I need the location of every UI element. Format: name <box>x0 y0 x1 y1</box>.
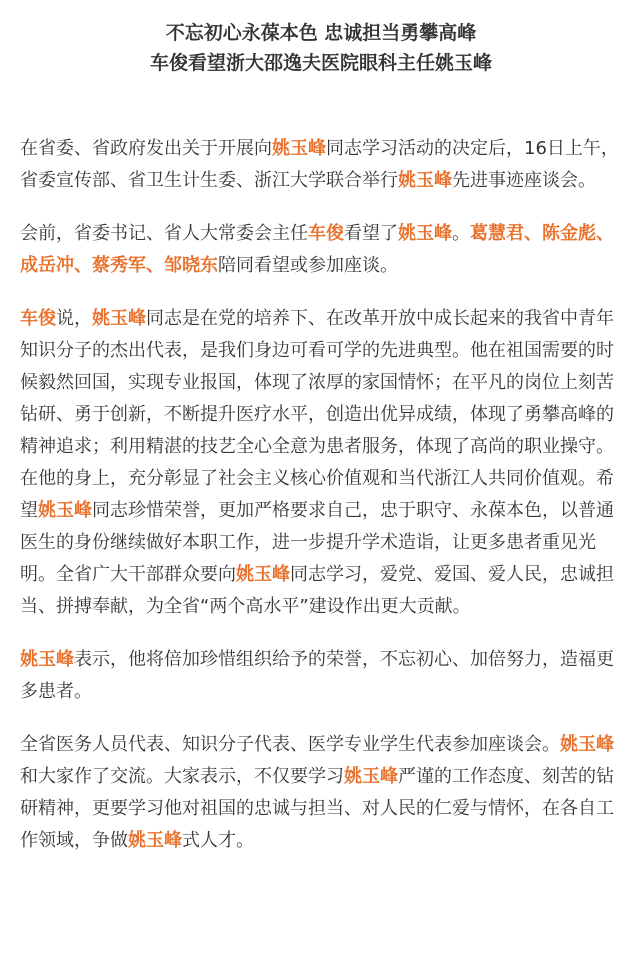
paragraph-text: 同志学习，爱党、爱国、爱人民，忠诚担当、拼搏奉献，为全省“两个高水平”建设作出更大贡献。 <box>20 564 614 617</box>
paragraph-5 <box>20 729 622 857</box>
paragraph-text: 陪同看望或参加座谈。 <box>218 255 398 276</box>
article-body <box>20 133 622 857</box>
highlighted-name: 车俊 <box>20 308 56 329</box>
article-title <box>20 18 622 78</box>
paragraph-text: 先进事迹座谈会。 <box>452 170 596 191</box>
paragraph-text: 式人才。 <box>182 830 254 851</box>
highlighted-name: 姚玉峰 <box>236 564 290 585</box>
paragraph-text: 表示，他将倍加珍惜组织给予的荣誉，不忘初心、加倍努力，造福更多患者。 <box>20 649 614 702</box>
highlighted-name: 车俊 <box>308 223 344 244</box>
paragraph-2 <box>20 218 622 282</box>
highlighted-name: 姚玉峰 <box>272 138 326 159</box>
paragraph-text: 说， <box>56 308 92 329</box>
paragraph-text: 和大家作了交流。大家表示，不仅要学习 <box>20 766 344 787</box>
paragraph-1 <box>20 133 622 197</box>
highlighted-name: 姚玉峰 <box>398 170 452 191</box>
paragraph-text: 严谨的工作态度、刻苦的钻研精神，更要学习他对祖国的忠诚与担当、对人民的仁爱与情怀，在各自工作领域，争做 <box>20 766 614 851</box>
highlighted-name: 葛慧君、陈金彪、成岳冲、蔡秀军、邹晓东 <box>20 223 614 276</box>
highlighted-name: 姚玉峰 <box>344 766 398 787</box>
paragraph-text: 。 <box>452 223 470 244</box>
title-line-1: 不忘初心永葆本色 忠诚担当勇攀高峰 <box>165 22 477 44</box>
paragraph-4 <box>20 644 622 708</box>
paragraph-text: 同志学习活动的决定后，16日上午，省委宣传部、省卫生计生委、浙江大学联合举行 <box>20 138 619 191</box>
highlighted-name: 姚玉峰 <box>128 830 182 851</box>
paragraph-text: 看望了 <box>344 223 398 244</box>
paragraph-text: 在省委、省政府发出关于开展向 <box>20 138 272 159</box>
paragraph-text: 会前，省委书记、省人大常委会主任 <box>20 223 308 244</box>
highlighted-name: 姚玉峰 <box>38 500 92 521</box>
highlighted-name: 姚玉峰 <box>398 223 452 244</box>
highlighted-name: 姚玉峰 <box>20 649 74 670</box>
paragraph-text: 全省医务人员代表、知识分子代表、医学专业学生代表参加座谈会。 <box>20 734 560 755</box>
highlighted-name: 姚玉峰 <box>560 734 614 755</box>
paragraph-text: 同志是在党的培养下、在改革开放中成长起来的我省中青年知识分子的杰出代表，是我们身边可看可学的先进典型。他在祖国需要的时候毅然回国，实现专业报国，体现了浓厚的家国情怀；在平凡的岗位上刻苦钻研、勇于创新，不断提升医疗水平，创造出优异成绩，体现了勇攀高峰的精神追求；利用精湛的技艺全心全意为患者服务，体现了高尚的职业操守。在他的身上，充分彰显了社会主义核心价值观和当代浙江人共同价值观。希望 <box>20 308 614 521</box>
paragraph-3 <box>20 303 622 623</box>
title-line-2: 车俊看望浙大邵逸夫医院眼科主任姚玉峰 <box>149 52 492 74</box>
highlighted-name: 姚玉峰 <box>92 308 146 329</box>
paragraph-text: 同志珍惜荣誉，更加严格要求自己，忠于职守、永葆本色，以普通医生的身份继续做好本职工作，进一步提升学术造诣，让更多患者重见光明。全省广大干部群众要向 <box>20 500 614 585</box>
